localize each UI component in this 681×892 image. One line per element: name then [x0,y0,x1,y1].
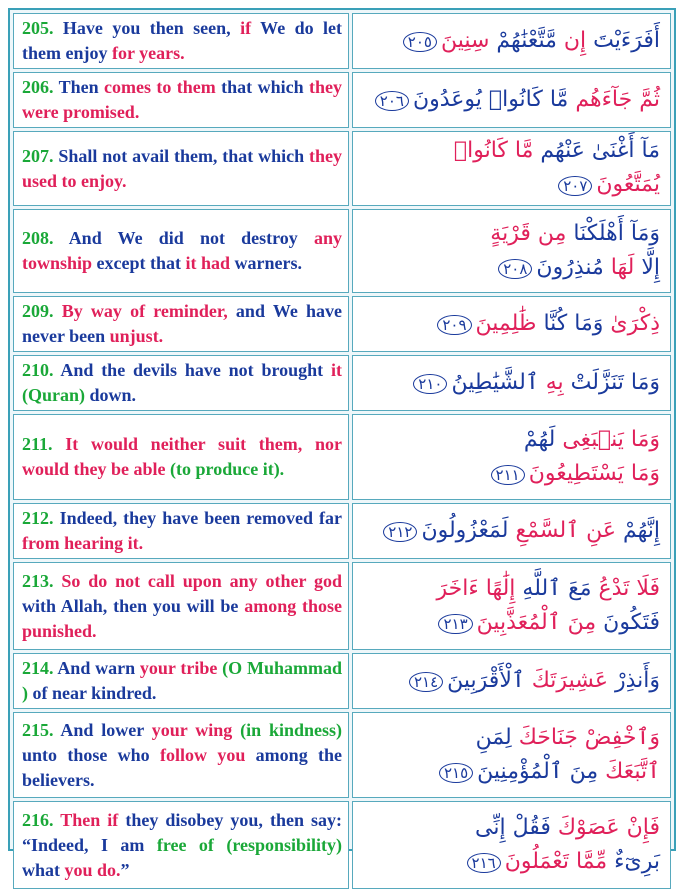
ayah-number-marker: ٢٠٨ [498,259,532,279]
translation-segment: ” [120,859,130,880]
english-translation-cell [13,801,349,889]
arabic-line [363,83,660,118]
english-translation-cell [13,209,349,293]
arabic-segment: مَّا كَانُوا۟ يُمَتَّعُونَ [453,138,660,197]
arabic-segment: وَٱخْفِضْ جَنَاحَكَ [511,724,660,750]
arabic-line [363,307,660,342]
translation-segment: (to produce it). [170,459,285,479]
arabic-line [363,457,660,492]
translation-segment: for years. [111,43,185,63]
translation-segment: warners. [230,253,303,273]
arabic-text-cell [352,801,671,889]
ayah-number-marker: ٢٠٦ [375,91,409,111]
translation-segment: comes to them [104,77,216,97]
arabic-segment: ثُمَّ جَآءَهُم [568,86,660,112]
english-translation-cell [13,131,349,206]
arabic-text-cell [352,414,671,500]
arabic-segment: إِلَٰهًا ءَاخَرَ [436,575,516,601]
ayah-number-marker: ٢١٢ [383,522,417,542]
arabic-segment: مَعَ ٱللَّهِ [515,575,592,601]
verse-table-frame [8,8,676,880]
ayah-number-marker: ٢٠٥ [403,32,437,52]
verse-number: 205. [22,18,54,38]
translation-segment: Then [58,77,104,97]
english-translation-cell [13,503,349,559]
arabic-segment: لَهَا [610,254,635,280]
translation-segment: they were promised. [22,77,342,122]
translation-segment: your wing [151,719,233,740]
arabic-segment: مَّتَّعْنَٰهُمْ [489,27,564,53]
verse-table-body [13,13,671,889]
arabic-line [363,366,660,401]
arabic-line [363,423,660,457]
verse-row [13,801,671,889]
arabic-segment: فَإِنْ عَصَوْكَ [550,814,660,840]
arabic-segment: بَرِىٓءٌ [607,848,660,874]
arabic-segment: مِنَ ٱلْمُؤْمِنِينَ [477,758,599,784]
translation-segment: if [240,18,252,38]
arabic-line [363,606,660,641]
arabic-segment: لَهُمْ [523,426,556,452]
arabic-segment: لَمَعْزُولُونَ [421,517,516,543]
arabic-segment: مَآ أَغْنَىٰ عَنْهُم [533,138,660,163]
arabic-text-cell [352,131,671,206]
arabic-segment: وَمَا يَنۢبَغِى [555,426,660,452]
translation-segment: It would neither suit them, nor would they be able [22,434,342,479]
ayah-number-marker: ٢٠٧ [558,176,592,196]
translation-segment: your tribe [139,658,218,678]
arabic-text-cell [352,13,671,69]
arabic-line [363,217,660,251]
translation-segment: (in kindness) [232,719,342,740]
translation-segment: with Allah, then you will be [22,595,245,616]
translation-segment: it [331,360,343,380]
arabic-segment: عَنِ ٱلسَّمْعِ [515,517,616,543]
verse-row [13,562,671,650]
arabic-text-cell [352,209,671,293]
verse-number: 213. [22,570,54,591]
verse-number: 212. [22,508,54,528]
translation-segment: So do not call upon any [61,570,266,591]
translation-segment: (O Muhammad ) [22,658,342,703]
arabic-segment: مِنَ ٱلْمُعَذَّبِينَ [476,609,597,635]
translation-segment: down. [85,385,137,405]
verse-number: 214. [22,658,54,678]
arabic-segment: مَّا كَانُوا۟ يُوعَدُونَ [412,86,569,112]
verse-row [13,712,671,798]
arabic-segment: فَلَا تَدْعُ [591,575,660,601]
arabic-segment: أَفَرَءَيْتَ [586,27,660,53]
translation-segment: it had [185,253,231,273]
arabic-segment: وَمَآ أَهْلَكْنَا [566,220,660,246]
translation-segment: they disobey you, then say: “Indeed, I am [22,809,342,855]
arabic-text-cell [352,355,671,411]
translation-segment: among those punished. [22,595,342,641]
translation-segment: Shall not avail them, that which [58,145,310,166]
arabic-line [363,251,660,286]
verse-number: 216. [22,809,54,830]
arabic-segment: ذِكْرَىٰ [603,310,660,336]
verse-number: 211. [22,434,53,454]
translation-segment: and We have never been [22,301,342,346]
arabic-line [363,811,660,845]
ayah-number-marker: ٢١٣ [438,614,472,634]
arabic-text-cell [352,653,671,709]
arabic-text-cell [352,562,671,650]
english-translation-cell [13,296,349,352]
verse-row [13,131,671,206]
translation-segment: And lower [60,719,152,740]
verse-number: 215. [22,719,54,740]
ayah-number-marker: ٢١٠ [413,374,447,394]
arabic-segment: فَقُلْ إِنِّى [475,814,551,840]
verse-row [13,653,671,709]
arabic-line [363,721,660,755]
english-translation-cell [13,13,349,69]
arabic-segment: مِن قَرْيَةٍ [490,220,567,246]
verse-row [13,72,671,128]
translation-segment: free of (responsibility) [156,834,343,855]
arabic-segment: ٱلْأَقْرَبِينَ [447,667,532,693]
verse-row [13,296,671,352]
arabic-segment: عَشِيرَتَكَ [531,667,608,693]
english-translation-cell [13,355,349,411]
arabic-segment: إِلَّا [634,254,660,280]
arabic-text-cell [352,712,671,798]
arabic-text-cell [352,72,671,128]
english-translation-cell [13,712,349,798]
translation-segment: unjust. [109,326,164,346]
arabic-segment: إِن [563,27,587,53]
english-translation-cell [13,414,349,500]
arabic-text-cell [352,296,671,352]
translation-segment: any township [22,228,342,273]
arabic-segment: ظَٰلِمِينَ [475,310,537,336]
verse-row [13,355,671,411]
arabic-segment: وَمَا تَنَزَّلَتْ [563,369,660,395]
arabic-line [363,572,660,606]
translation-segment: you do. [64,859,121,880]
translation-segment: And the devils have not brought [60,360,332,380]
verse-number: 208. [22,228,54,248]
translation-segment: from hearing it. [22,533,144,553]
translation-segment: except that [92,253,186,273]
arabic-segment: مِّمَّا تَعْمَلُونَ [504,848,608,874]
verse-row [13,503,671,559]
verse-row [13,13,671,69]
ayah-number-marker: ٢١٥ [439,763,473,783]
translation-segment: among the believers. [22,744,343,790]
translation-segment: of near kindred. [28,683,157,703]
arabic-line [363,24,660,59]
ayah-number-marker: ٢١١ [491,465,525,485]
arabic-segment: وَمَا كُنَّا [536,310,604,336]
arabic-line [363,664,660,699]
arabic-segment: وَمَا يَسْتَطِيعُونَ [528,460,660,486]
arabic-line [363,755,660,790]
translation-segment: We do let them enjoy [22,18,343,63]
verse-row [13,209,671,293]
english-translation-cell [13,562,349,650]
translation-segment: that which [215,77,309,97]
verse-number: 210. [22,360,54,380]
verse-number: 206. [22,77,54,97]
ayah-number-marker: ٢١٤ [409,672,443,692]
arabic-segment: ٱتَّبَعَكَ [598,758,660,784]
translation-segment: And warn [57,658,140,678]
arabic-segment: بِهِ [545,369,564,395]
verse-row [13,414,671,500]
ayah-number-marker: ٢١٦ [467,853,501,873]
arabic-line [363,845,660,880]
translation-segment: And We did not destroy [68,228,314,248]
arabic-segment: وَأَنذِرْ [607,667,660,693]
translation-segment: By way of reminder, [61,301,228,321]
translation-segment: unto those who [22,744,161,765]
translation-segment: they used to enjoy. [22,145,343,191]
verse-number: 207. [22,145,54,166]
arabic-text-cell [352,503,671,559]
arabic-line [363,134,660,203]
ayah-number-marker: ٢٠٩ [437,315,471,335]
english-translation-cell [13,72,349,128]
arabic-segment: مُنذِرُونَ [536,254,611,280]
verse-number: 209. [22,301,54,321]
arabic-segment: سِنِينَ [440,27,490,53]
translation-segment: (Quran) [22,385,85,405]
translation-segment: Have you then seen, [62,18,241,38]
translation-segment: Then if [60,809,119,830]
translation-segment: follow you [160,744,246,765]
translation-segment: Indeed, they have been removed far [59,508,343,528]
arabic-segment: لِمَنِ [475,724,512,750]
arabic-segment: فَتَكُونَ [596,609,660,635]
translation-segment: other god [265,570,343,591]
verse-table [10,10,674,892]
arabic-segment: إِنَّهُمْ [615,517,660,543]
arabic-line [363,514,660,549]
translation-segment: what [22,859,65,880]
arabic-segment: ٱلشَّيَٰطِينُ [451,369,546,395]
english-translation-cell [13,653,349,709]
